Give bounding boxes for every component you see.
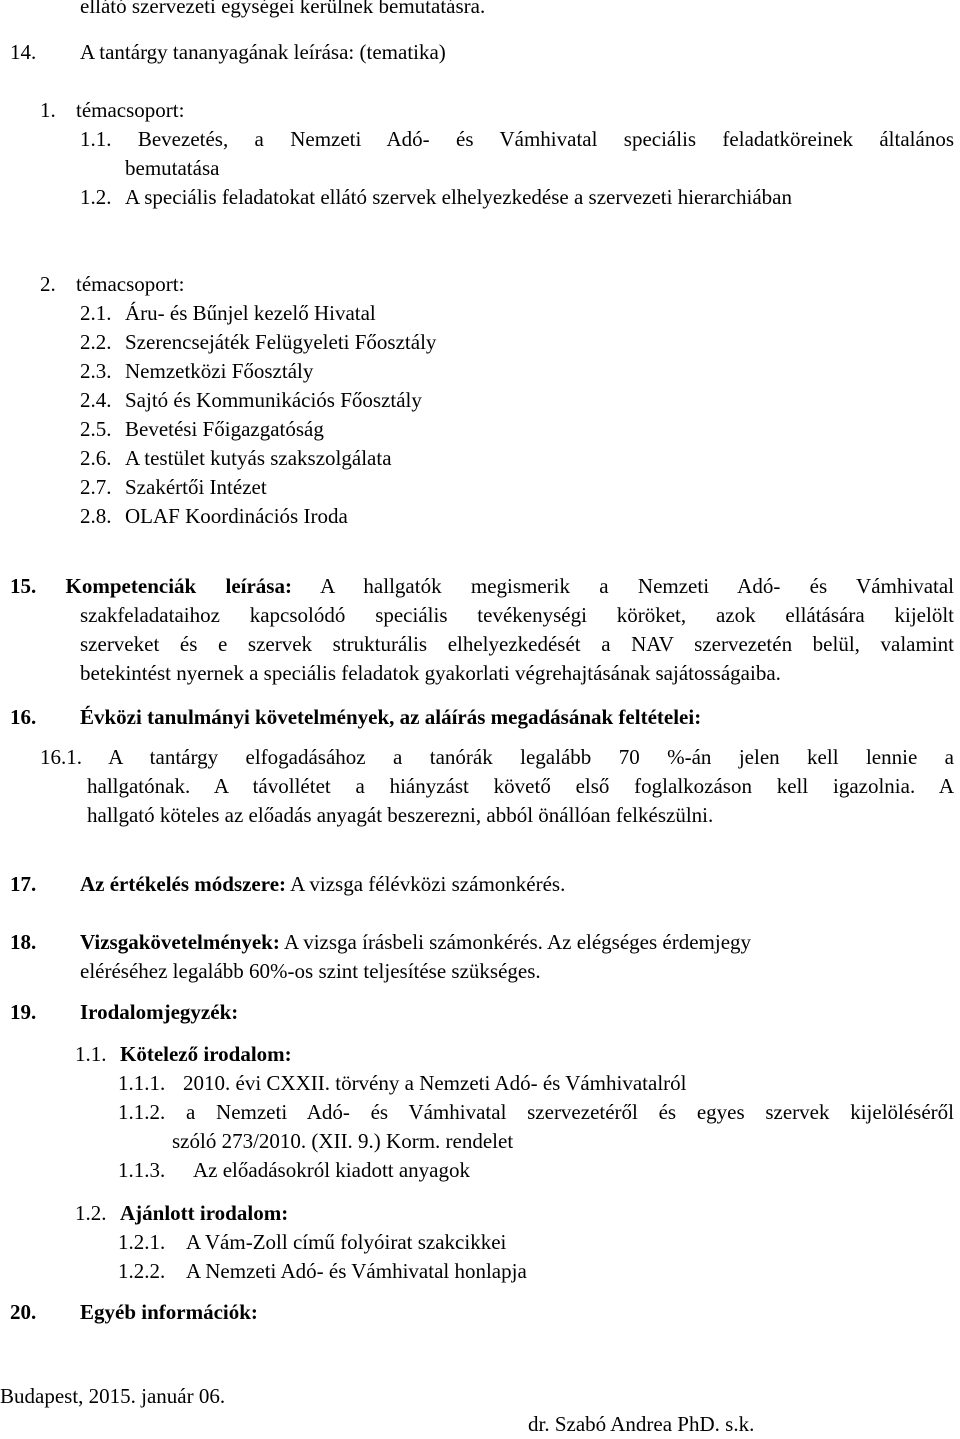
section-19-title: Irodalomjegyzék: <box>80 1000 239 1024</box>
topic-2-5 <box>80 415 324 444</box>
section-15-number: 15. <box>10 574 37 598</box>
required-item-2-line1 <box>118 1098 954 1127</box>
recommended-item-1-number: 1.2.1. <box>118 1230 166 1254</box>
section-15-line1 <box>10 572 954 601</box>
required-item-1 <box>118 1069 687 1098</box>
section-16-1-line1 <box>40 743 954 772</box>
topic-2-1 <box>80 299 376 328</box>
topic-2-2-number: 2.2. <box>80 330 112 354</box>
topic-group-2-label: témacsoport: <box>76 272 185 296</box>
section-15-line3: szerveket és e szervek strukturális elhelyezkedését a NAV szervezetén belül, valamint <box>80 632 954 656</box>
recommended-item-2-text: A Nemzeti Adó- és Vámhivatal honlapja <box>186 1259 527 1283</box>
topic-group-1-number: 1. <box>40 98 56 122</box>
section-15-title: Kompetenciák leírása: <box>65 574 292 598</box>
topic-group-1 <box>40 96 184 125</box>
recommended-item-1 <box>118 1228 506 1257</box>
recommended-item-1-text: A Vám-Zoll című folyóirat szakcikkei <box>186 1230 507 1254</box>
section-16-1-text1: A tantárgy elfogadásához a tanórák legalább 70 %-án jelen kell lennie a <box>108 745 955 769</box>
section-16-1-line2: hallgatónak. A távollétet a hiányzást követő első foglalkozáson kell igazolnia. A <box>87 774 954 798</box>
topic-2-1-text: Áru- és Bűnjel kezelő Hivatal <box>125 301 376 325</box>
section-14-heading <box>10 38 446 67</box>
topic-1-1-text: Bevezetés, a Nemzeti Adó- és Vámhivatal speciális feladatköreinek általános <box>137 127 954 151</box>
topic-2-2 <box>80 328 436 357</box>
recommended-item-2 <box>118 1257 527 1286</box>
section-17-title: Az értékelés módszere: <box>80 872 287 896</box>
topic-2-4-number: 2.4. <box>80 388 112 412</box>
required-item-3-text: Az előadásokról kiadott anyagok <box>193 1158 470 1182</box>
section-14-tail: (tematika) <box>359 40 446 64</box>
topic-2-8-number: 2.8. <box>80 504 112 528</box>
section-16-1-number: 16.1. <box>40 745 82 769</box>
section-19-heading <box>10 998 238 1027</box>
section-15-line4: betekintést nyernek a speciális feladatok gyakorlati végrehajtásának sajátosságaiba. <box>80 661 781 685</box>
place-and-date: Budapest, 2015. január 06. <box>0 1384 226 1408</box>
topic-2-7-text: Szakértői Intézet <box>125 475 267 499</box>
section-15-line2: szakfeladataihoz kapcsolódó speciális tevékenységi köröket, azok ellátására kijelölt <box>80 603 954 627</box>
required-item-2-line2: szóló 273/2010. (XII. 9.) Korm. rendelet <box>172 1129 514 1153</box>
topic-group-1-label: témacsoport: <box>76 98 185 122</box>
section-18-number: 18. <box>10 930 37 954</box>
section-18-line1 <box>10 928 751 957</box>
recommended-literature-heading <box>75 1199 288 1228</box>
required-item-3 <box>118 1156 470 1185</box>
topic-2-8 <box>80 502 348 531</box>
topic-2-6-number: 2.6. <box>80 446 112 470</box>
topic-2-3 <box>80 357 313 386</box>
topic-group-2-number: 2. <box>40 272 56 296</box>
required-item-1-text: 2010. évi CXXII. törvény a Nemzeti Adó- és Vámhivatalról <box>183 1071 687 1095</box>
section-17-number: 17. <box>10 872 37 896</box>
topic-2-2-text: Szerencsejáték Felügyeleti Főosztály <box>125 330 437 354</box>
recommended-item-2-number: 1.2.2. <box>118 1259 166 1283</box>
section-18-line2: eléréséhez legalább 60%-os szint teljesítése szükséges. <box>80 959 541 983</box>
required-item-3-number: 1.1.3. <box>118 1158 166 1182</box>
recommended-literature-number: 1.2. <box>75 1201 107 1225</box>
topic-1-2-number: 1.2. <box>80 185 112 209</box>
section-16-1-line3: hallgató köteles az előadás anyagát beszerezni, abból önállóan felkészülni. <box>87 803 714 827</box>
topic-1-1-number: 1.1. <box>80 127 112 151</box>
topic-1-2-text: A speciális feladatokat ellátó szervek elhelyezkedése a szervezeti hierarchiában <box>125 185 792 209</box>
section-14-title: A tantárgy tananyagának leírása: <box>80 40 355 64</box>
section-14-number: 14. <box>10 40 37 64</box>
topic-2-6-text: A testület kutyás szakszolgálata <box>125 446 392 470</box>
topic-2-4 <box>80 386 422 415</box>
required-item-2-text1: a Nemzeti Adó- és Vámhivatal szervezetéről és egyes szervek kijelöléséről <box>185 1100 955 1124</box>
topic-1-1-line1 <box>80 125 954 154</box>
topic-2-6 <box>80 444 392 473</box>
topic-2-7-number: 2.7. <box>80 475 112 499</box>
section-16-title: Évközi tanulmányi követelmények, az aláírás megadásának feltételei: <box>80 705 702 729</box>
intro-tail-text: ellátó szervezeti egységei kerülnek bemutatásra. <box>80 0 486 18</box>
topic-2-3-text: Nemzetközi Főosztály <box>125 359 314 383</box>
required-item-1-number: 1.1.1. <box>118 1071 166 1095</box>
topic-2-8-text: OLAF Koordinációs Iroda <box>125 504 348 528</box>
topic-2-5-number: 2.5. <box>80 417 112 441</box>
topic-group-2 <box>40 270 184 299</box>
section-20-title: Egyéb információk: <box>80 1300 258 1324</box>
required-literature-number: 1.1. <box>75 1042 107 1066</box>
topic-2-4-text: Sajtó és Kommunikációs Főosztály <box>125 388 422 412</box>
section-17-text: A vizsga félévközi számonkérés. <box>290 872 566 896</box>
topic-1-2 <box>80 183 792 212</box>
section-20-heading <box>10 1298 258 1327</box>
signature: dr. Szabó Andrea PhD. s.k. <box>528 1412 755 1436</box>
topic-2-5-text: Bevetési Főigazgatóság <box>125 417 324 441</box>
section-16-number: 16. <box>10 705 37 729</box>
section-15-text1: A hallgatók megismerik a Nemzeti Adó- és Vámhivatal <box>320 574 954 598</box>
section-20-number: 20. <box>10 1300 37 1324</box>
required-literature-title: Kötelező irodalom: <box>120 1042 292 1066</box>
recommended-literature-title: Ajánlott irodalom: <box>120 1201 289 1225</box>
topic-2-1-number: 2.1. <box>80 301 112 325</box>
section-16-heading <box>10 703 701 732</box>
section-19-number: 19. <box>10 1000 37 1024</box>
topic-2-3-number: 2.3. <box>80 359 112 383</box>
section-17 <box>10 870 565 899</box>
topic-1-1-line2: bemutatása <box>125 156 220 180</box>
required-literature-heading <box>75 1040 292 1069</box>
section-18-title: Vizsgakövetelmények: <box>80 930 280 954</box>
topic-2-7 <box>80 473 267 502</box>
section-18-text1: A vizsga írásbeli számonkérés. Az elégséges érdemjegy <box>283 930 752 954</box>
required-item-2-number: 1.1.2. <box>118 1100 166 1124</box>
